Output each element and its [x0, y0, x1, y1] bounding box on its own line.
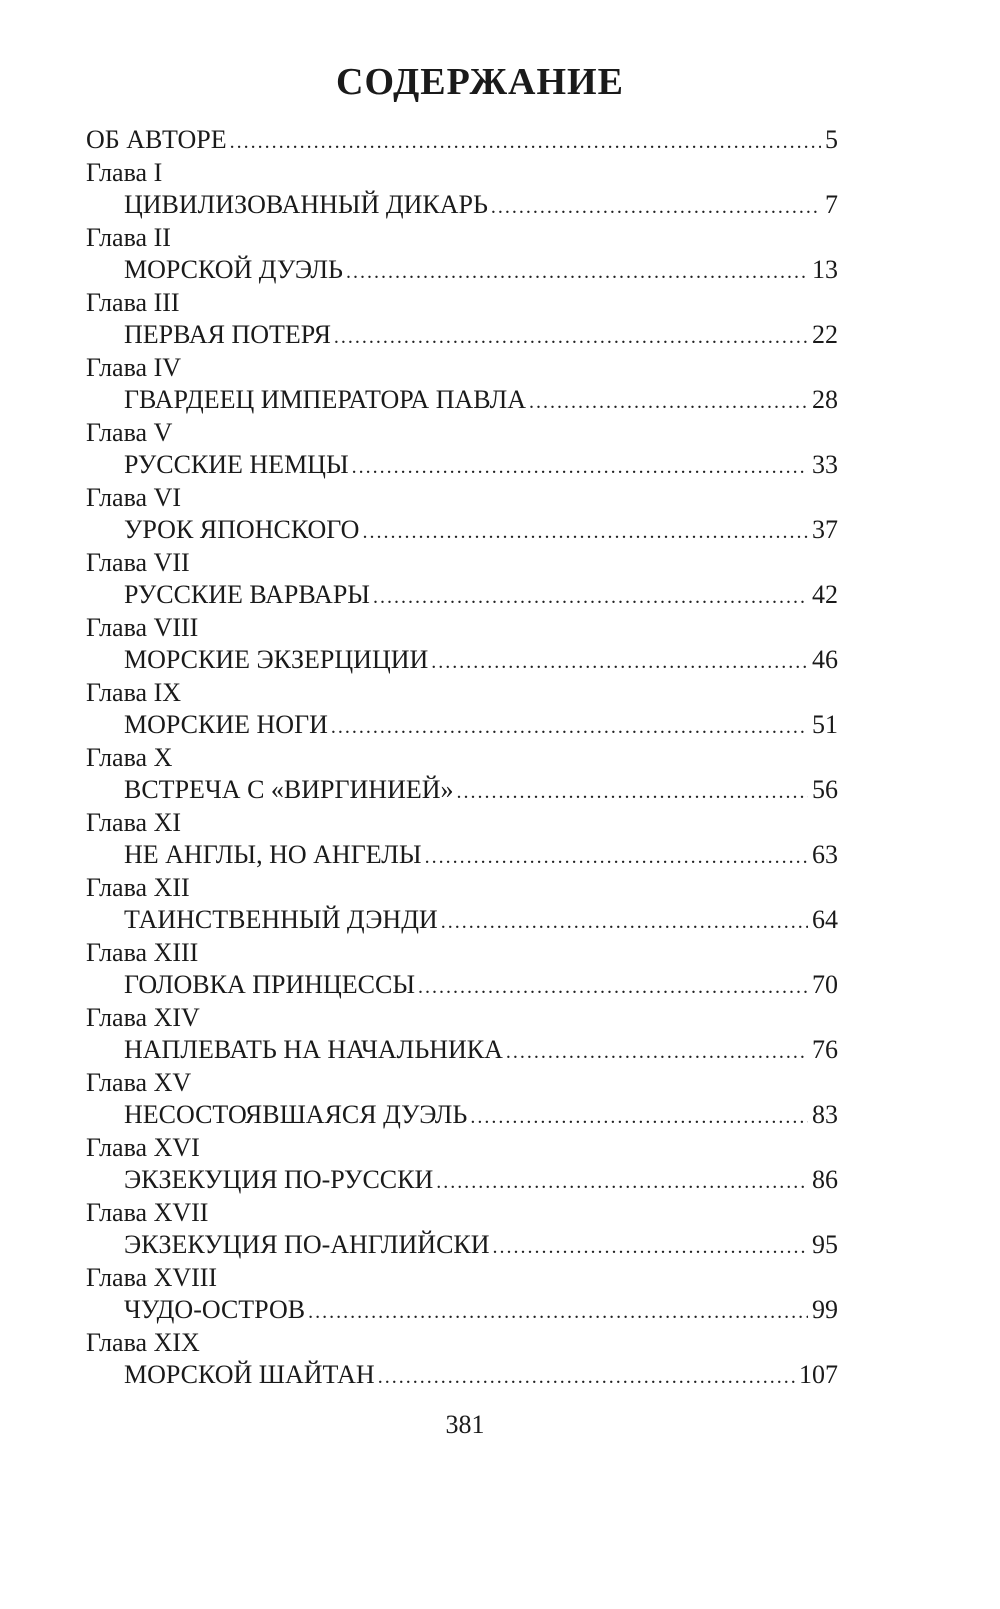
toc-entry-title: ОБ АВТОРЕ [86, 125, 227, 154]
toc-entry [86, 839, 838, 872]
toc-chapter-label: Глава XIV [86, 1002, 200, 1032]
toc-entry-title: ВСТРЕЧА С «ВИРГИНИЕЙ» [124, 775, 454, 804]
toc-entry [86, 1294, 838, 1327]
dot-leader [491, 191, 821, 224]
dot-leader [529, 386, 808, 419]
toc-entry-title: ТАИНСТВЕННЫЙ ДЭНДИ [124, 905, 438, 934]
toc-entry [86, 514, 838, 547]
toc-entry-title: МОРСКОЙ ШАЙТАН [124, 1360, 375, 1389]
toc-chapter-label: Глава XV [86, 1067, 192, 1097]
toc-entry [86, 319, 838, 352]
toc-entry [86, 904, 838, 937]
table-of-contents [86, 124, 838, 1392]
toc-entry [86, 449, 838, 482]
toc-chapter-label: Глава XVII [86, 1197, 209, 1227]
toc-chapter-label: Глава XVI [86, 1132, 200, 1162]
dot-leader [373, 581, 808, 614]
toc-chapter-label: Глава III [86, 287, 180, 317]
toc-chapter-label: Глава V [86, 417, 173, 447]
toc-entry-page: 22 [812, 320, 838, 349]
toc-entry-title: РУССКИЕ ВАРВАРЫ [124, 580, 370, 609]
toc-entry [86, 774, 838, 807]
toc-entry-title: УРОК ЯПОНСКОГО [124, 515, 360, 544]
toc-entry-title: ПЕРВАЯ ПОТЕРЯ [124, 320, 331, 349]
toc-entry [86, 1359, 838, 1392]
toc-entry [86, 1034, 838, 1067]
toc-chapter-label: Глава XI [86, 807, 181, 837]
toc-chapter-label: Глава XVIII [86, 1262, 218, 1292]
dot-leader [431, 646, 808, 679]
toc-chapter-label: Глава XIX [86, 1327, 200, 1357]
toc-chapter-label: Глава VI [86, 482, 181, 512]
toc-entry [86, 1099, 838, 1132]
toc-entry-page: 107 [799, 1360, 838, 1389]
toc-entry-page: 86 [812, 1165, 838, 1194]
toc-entry-page: 37 [812, 515, 838, 544]
toc-entry-page: 7 [825, 190, 838, 219]
toc-entry-title: ГВАРДЕЕЦ ИМПЕРАТОРА ПАВЛА [124, 385, 527, 414]
dot-leader [470, 1101, 808, 1134]
toc-entry-title: ЦИВИЛИЗОВАННЫЙ ДИКАРЬ [124, 190, 488, 219]
dot-leader [346, 256, 808, 289]
toc-entry-title: МОРСКИЕ ЭКЗЕРЦИЦИИ [124, 645, 429, 674]
toc-entry [86, 1164, 838, 1197]
toc-entry-title: ЧУДО-ОСТРОВ [124, 1295, 306, 1324]
toc-entry [86, 254, 838, 287]
toc-entry-page: 99 [812, 1295, 838, 1324]
dot-leader [457, 776, 808, 809]
dot-leader [308, 1296, 808, 1329]
toc-chapter-label: Глава VII [86, 547, 190, 577]
toc-entry-page: 33 [812, 450, 838, 479]
toc-chapter-label: Глава I [86, 157, 163, 187]
toc-chapter-label: Глава X [86, 742, 173, 772]
toc-entry-title: МОРСКОЙ ДУЭЛЬ [124, 255, 343, 284]
toc-entry-page: 13 [812, 255, 838, 284]
toc-entry-page: 64 [812, 905, 838, 934]
dot-leader [334, 321, 808, 354]
dot-leader [441, 906, 808, 939]
toc-chapter-label: Глава XII [86, 872, 190, 902]
dot-leader [362, 516, 808, 549]
toc-chapter-label: Глава IX [86, 677, 181, 707]
dot-leader [425, 841, 808, 874]
toc-entry [86, 709, 838, 742]
toc-entry [86, 384, 838, 417]
toc-entry-page: 46 [812, 645, 838, 674]
dot-leader [436, 1166, 808, 1199]
page-title: СОДЕРЖАНИЕ [336, 61, 624, 103]
toc-chapter-label: Глава IV [86, 352, 181, 382]
dot-leader [352, 451, 808, 484]
toc-chapter-label: Глава XIII [86, 937, 199, 967]
toc-entry-page: 63 [812, 840, 838, 869]
toc-entry-page: 51 [812, 710, 838, 739]
toc-chapter-label: Глава VIII [86, 612, 199, 642]
toc-entry-page: 95 [812, 1230, 838, 1259]
toc-entry-page: 5 [825, 125, 838, 154]
toc-entry-title: НЕ АНГЛЫ, НО АНГЕЛЫ [124, 840, 422, 869]
toc-entry-page: 42 [812, 580, 838, 609]
dot-leader [230, 126, 821, 159]
toc-entry [86, 579, 838, 612]
toc-entry-title: НАПЛЕВАТЬ НА НАЧАЛЬНИКА [124, 1035, 503, 1064]
dot-leader [493, 1231, 808, 1264]
toc-entry-title: ЭКЗЕКУЦИЯ ПО-АНГЛИЙСКИ [124, 1230, 490, 1259]
toc-entry [86, 644, 838, 677]
toc-entry-page: 76 [812, 1035, 838, 1064]
toc-entry-page: 56 [812, 775, 838, 804]
toc-entry [86, 969, 838, 1002]
toc-chapter-label: Глава II [86, 222, 171, 252]
page-number: 381 [445, 1410, 485, 1439]
toc-entry-page: 83 [812, 1100, 838, 1129]
toc-entry-title: ЭКЗЕКУЦИЯ ПО-РУССКИ [124, 1165, 434, 1194]
toc-entry-title: ГОЛОВКА ПРИНЦЕССЫ [124, 970, 416, 999]
toc-entry [86, 1229, 838, 1262]
dot-leader [506, 1036, 808, 1069]
toc-entry-page: 70 [812, 970, 838, 999]
toc-entry-title: НЕСОСТОЯВШАЯСЯ ДУЭЛЬ [124, 1100, 468, 1129]
toc-entry [86, 189, 838, 222]
toc-entry-title: МОРСКИЕ НОГИ [124, 710, 328, 739]
toc-entry-title: РУССКИЕ НЕМЦЫ [124, 450, 349, 479]
dot-leader [378, 1361, 795, 1394]
toc-entry-page: 28 [812, 385, 838, 414]
toc-entry [86, 124, 838, 157]
dot-leader [331, 711, 808, 744]
dot-leader [418, 971, 808, 1004]
